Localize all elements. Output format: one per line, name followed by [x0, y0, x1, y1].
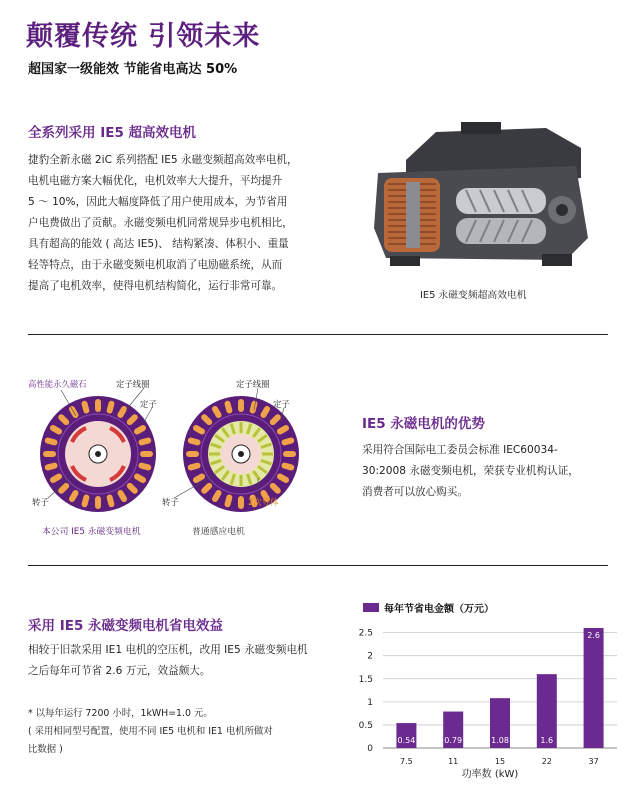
section1-line: 轻等特点，由于永磁变频电机取消了电励磁系统，从而: [28, 259, 283, 271]
stator-slot: [140, 451, 153, 457]
label-secondary-conductor: 2次导体: [248, 497, 279, 507]
x-tick-label: 11: [448, 757, 459, 766]
note-line: 比数据 ): [28, 744, 63, 755]
x-tick-label: 22: [541, 757, 552, 766]
divider: [28, 334, 608, 335]
section2-body: [362, 440, 612, 503]
section3-heading: 采用 IE5 永磁变频电机省电效益: [28, 618, 224, 634]
bar-value-label: 0.79: [444, 736, 463, 745]
label-rotor-left: 转子: [32, 497, 49, 507]
stator-slot: [95, 496, 101, 509]
section1-line: 户电费做出了贡献。永磁变频电机同常规异步电机相比，: [28, 217, 293, 229]
page-subtitle: 超国家一级能效 节能省电高达 50%: [28, 62, 238, 77]
divider: [28, 565, 608, 566]
section2-line: 30:2008 永磁变频电机，荣获专业机构认证，: [362, 465, 579, 477]
motor-comparison-diagram: [26, 370, 326, 540]
label-stator-left: 定子: [140, 399, 157, 409]
label-rotor-right: 转子: [162, 497, 179, 507]
stator-slot: [238, 399, 244, 412]
note-line: * 以每年运行 7200 小时，1kWH=1.0 元。: [28, 708, 213, 719]
page-title: 颠覆传统 引领未来: [26, 21, 261, 52]
x-tick-label: 37: [588, 757, 599, 766]
label-stator-coil-right: 定子线圈: [236, 379, 270, 389]
section1-line: 具有超高的能效 ( 高达 IE5)、 结构紧凑、体积小、重量: [28, 238, 289, 250]
chart-legend: 每年节省电金额（万元）: [384, 604, 494, 615]
section2-heading: IE5 永磁电机的优势: [362, 416, 485, 432]
savings-bar-chart: [345, 598, 625, 797]
bar-value-label: 1.6: [540, 736, 554, 745]
y-tick-label: 2.5: [358, 628, 373, 639]
section2-line: 采用符合国际电工委员会标准 IEC60034-: [362, 444, 558, 456]
y-tick-label: 0: [367, 744, 373, 754]
bar-value-label: 2.6: [587, 631, 600, 640]
note-line: ( 采用相同型号配置，使用不同 IE5 电机和 IE1 电机所做对: [28, 726, 273, 737]
label-stator-coil-left: 定子线圈: [116, 379, 150, 389]
y-tick-label: 1.5: [358, 674, 373, 685]
rotor-bar: [209, 453, 220, 456]
label-permanent-magnet: 高性能永久磁石: [28, 379, 87, 389]
chart-x-axis-label: 功率数 (kW): [461, 769, 519, 780]
section1-line: 捷豹全新永磁 2iC 系列搭配 IE5 永磁变频超高效率电机，: [28, 154, 298, 166]
y-tick-label: 1: [367, 697, 373, 708]
stator-slot: [283, 451, 296, 457]
x-tick-label: 7.5: [400, 757, 413, 766]
section3-notes: [28, 705, 338, 759]
motor-cross-sections: [26, 370, 326, 540]
x-tick-label: 15: [494, 757, 506, 766]
section1-heading: 全系列采用 IE5 超高效电机: [28, 125, 197, 141]
section1-line: 5 ～ 10%，因此大幅度降低了用户使用成本，为节省用: [28, 196, 288, 208]
bar: [584, 628, 604, 748]
section1-body: [28, 150, 358, 297]
rotor-bar: [262, 453, 273, 456]
section1-line: 提高了电机效率，使得电机结构简化，运行非常可靠。: [28, 280, 283, 292]
section3-body: [28, 640, 338, 682]
motor-caption: IE5 永磁变频超高效电机: [420, 290, 527, 301]
bar-value-label: 1.08: [491, 736, 509, 745]
stator-slot: [186, 451, 199, 457]
y-tick-label: 2: [367, 651, 373, 662]
caption-ie5-motor: 本公司 IE5 永磁变频电机: [42, 527, 141, 537]
section3-line: 相较于旧款采用 IE1 电机的空压机，改用 IE5 永磁变频电机: [28, 644, 308, 656]
section1-line: 电机电磁方案大幅优化，电机效率大大提升，平均提升: [28, 175, 283, 187]
label-stator-right: 定子: [273, 399, 290, 409]
y-tick-label: 0.5: [358, 720, 373, 731]
bar-value-label: 0.54: [397, 736, 416, 745]
stator-slot: [238, 496, 244, 509]
stator-slot: [95, 399, 101, 412]
rotor-bar: [240, 475, 243, 486]
section2-line: 消费者可以放心购买。: [362, 486, 468, 498]
motor-cutaway-image: [366, 118, 596, 278]
stator-slot: [43, 451, 56, 457]
caption-induction-motor: 普通感应电机: [192, 527, 245, 537]
rotor-bar: [240, 422, 243, 433]
section3-line: 之后每年可节省 2.6 万元，效益颇大。: [28, 665, 211, 677]
